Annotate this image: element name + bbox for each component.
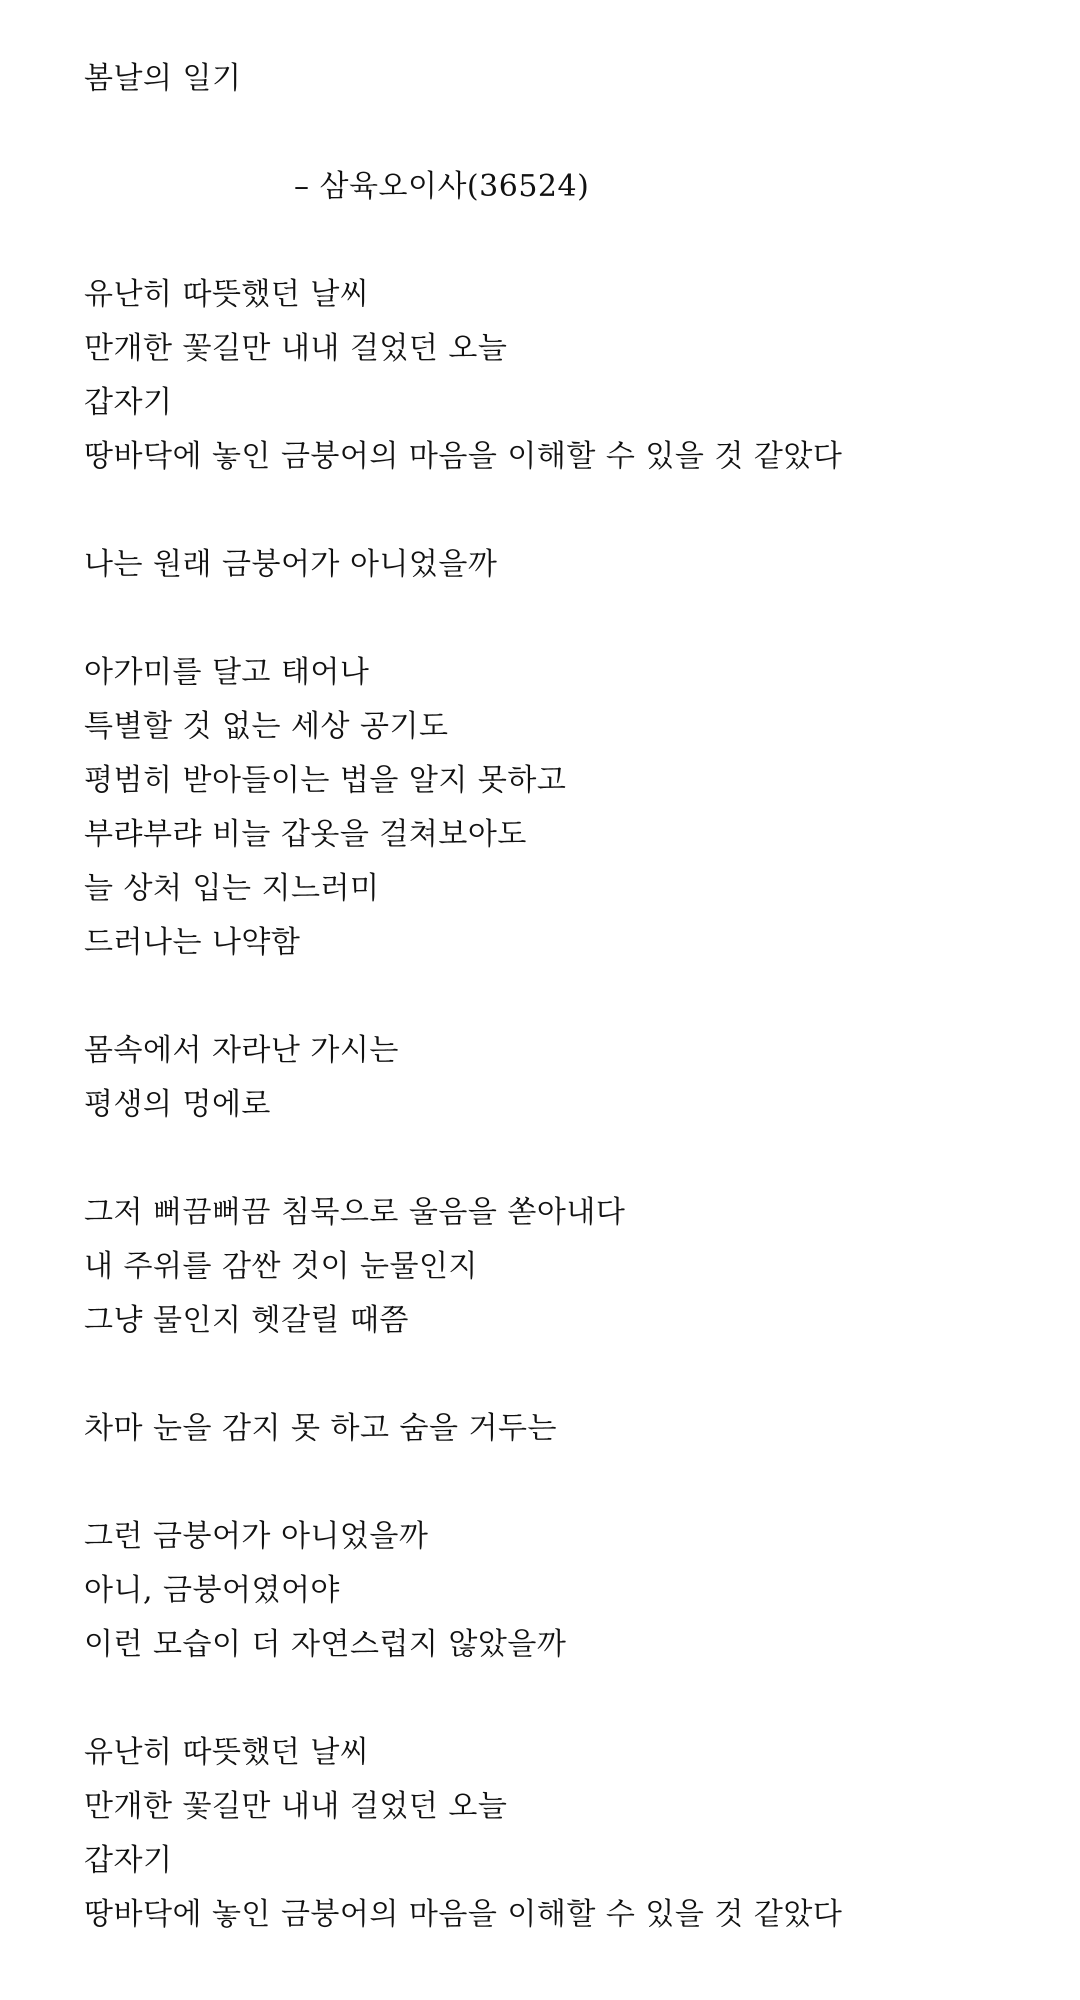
stanza-4 [84,1024,1024,1132]
poem-title: 봄날의 일기 [84,61,242,96]
spacer [84,970,1024,1024]
poem-line: 갑자기 [84,385,173,420]
poem-line: 평생의 멍에로 [84,1087,271,1122]
poem-line: 그저 뻐끔뻐끔 침묵으로 울음을 쏟아내다 [84,1195,626,1230]
poem-line: 땅바닥에 놓인 금붕어의 마음을 이해할 수 있을 것 같았다 [84,439,843,474]
spacer [84,1132,1024,1186]
spacer [84,1348,1024,1402]
poem-line: 평범히 받아들이는 법을 알지 못하고 [84,763,567,798]
stanza-2 [84,538,1024,592]
poem-line: 유난히 따뜻했던 날씨 [84,1735,370,1770]
stanza-3 [84,646,1024,970]
stanza-7 [84,1510,1024,1672]
poem-line: 부랴부랴 비늘 갑옷을 걸쳐보아도 [84,817,527,852]
poem-line: 내 주위를 감싼 것이 눈물인지 [84,1249,478,1284]
poem-line: 만개한 꽃길만 내내 걸었던 오늘 [84,1789,508,1824]
spacer [84,1672,1024,1726]
stanza-8 [84,1726,1024,1942]
poem-line: 특별할 것 없는 세상 공기도 [84,709,449,744]
poem [84,52,1024,1942]
poem-line: 그런 금붕어가 아니었을까 [84,1519,429,1554]
poem-line: 그냥 물인지 헷갈릴 때쯤 [84,1303,409,1338]
poem-line: 아가미를 달고 태어나 [84,655,370,690]
poem-line: 만개한 꽃길만 내내 걸었던 오늘 [84,331,508,366]
poem-line: 드러나는 나약함 [84,925,301,960]
spacer [84,484,1024,538]
poem-line: 유난히 따뜻했던 날씨 [84,277,370,312]
stanza-5 [84,1186,1024,1348]
poem-line: 나는 원래 금붕어가 아니었을까 [84,547,498,582]
spacer [84,106,1024,160]
poem-line: 늘 상처 입는 지느러미 [84,871,380,906]
spacer [84,1456,1024,1510]
poem-line: 갑자기 [84,1843,173,1878]
spacer [84,214,1024,268]
poem-line: 차마 눈을 감지 못 하고 숨을 거두는 [84,1411,557,1446]
poem-line: 이런 모습이 더 자연스럽지 않았을까 [84,1627,567,1662]
poem-line: 몸속에서 자라난 가시는 [84,1033,399,1068]
poem-line: 땅바닥에 놓인 금붕어의 마음을 이해할 수 있을 것 같았다 [84,1897,843,1932]
spacer [84,592,1024,646]
stanza-6 [84,1402,1024,1456]
poem-author: – 삼육오이사(36524) [294,169,590,204]
poem-line: 아니, 금붕어였어야 [84,1573,340,1608]
stanza-1 [84,268,1024,484]
